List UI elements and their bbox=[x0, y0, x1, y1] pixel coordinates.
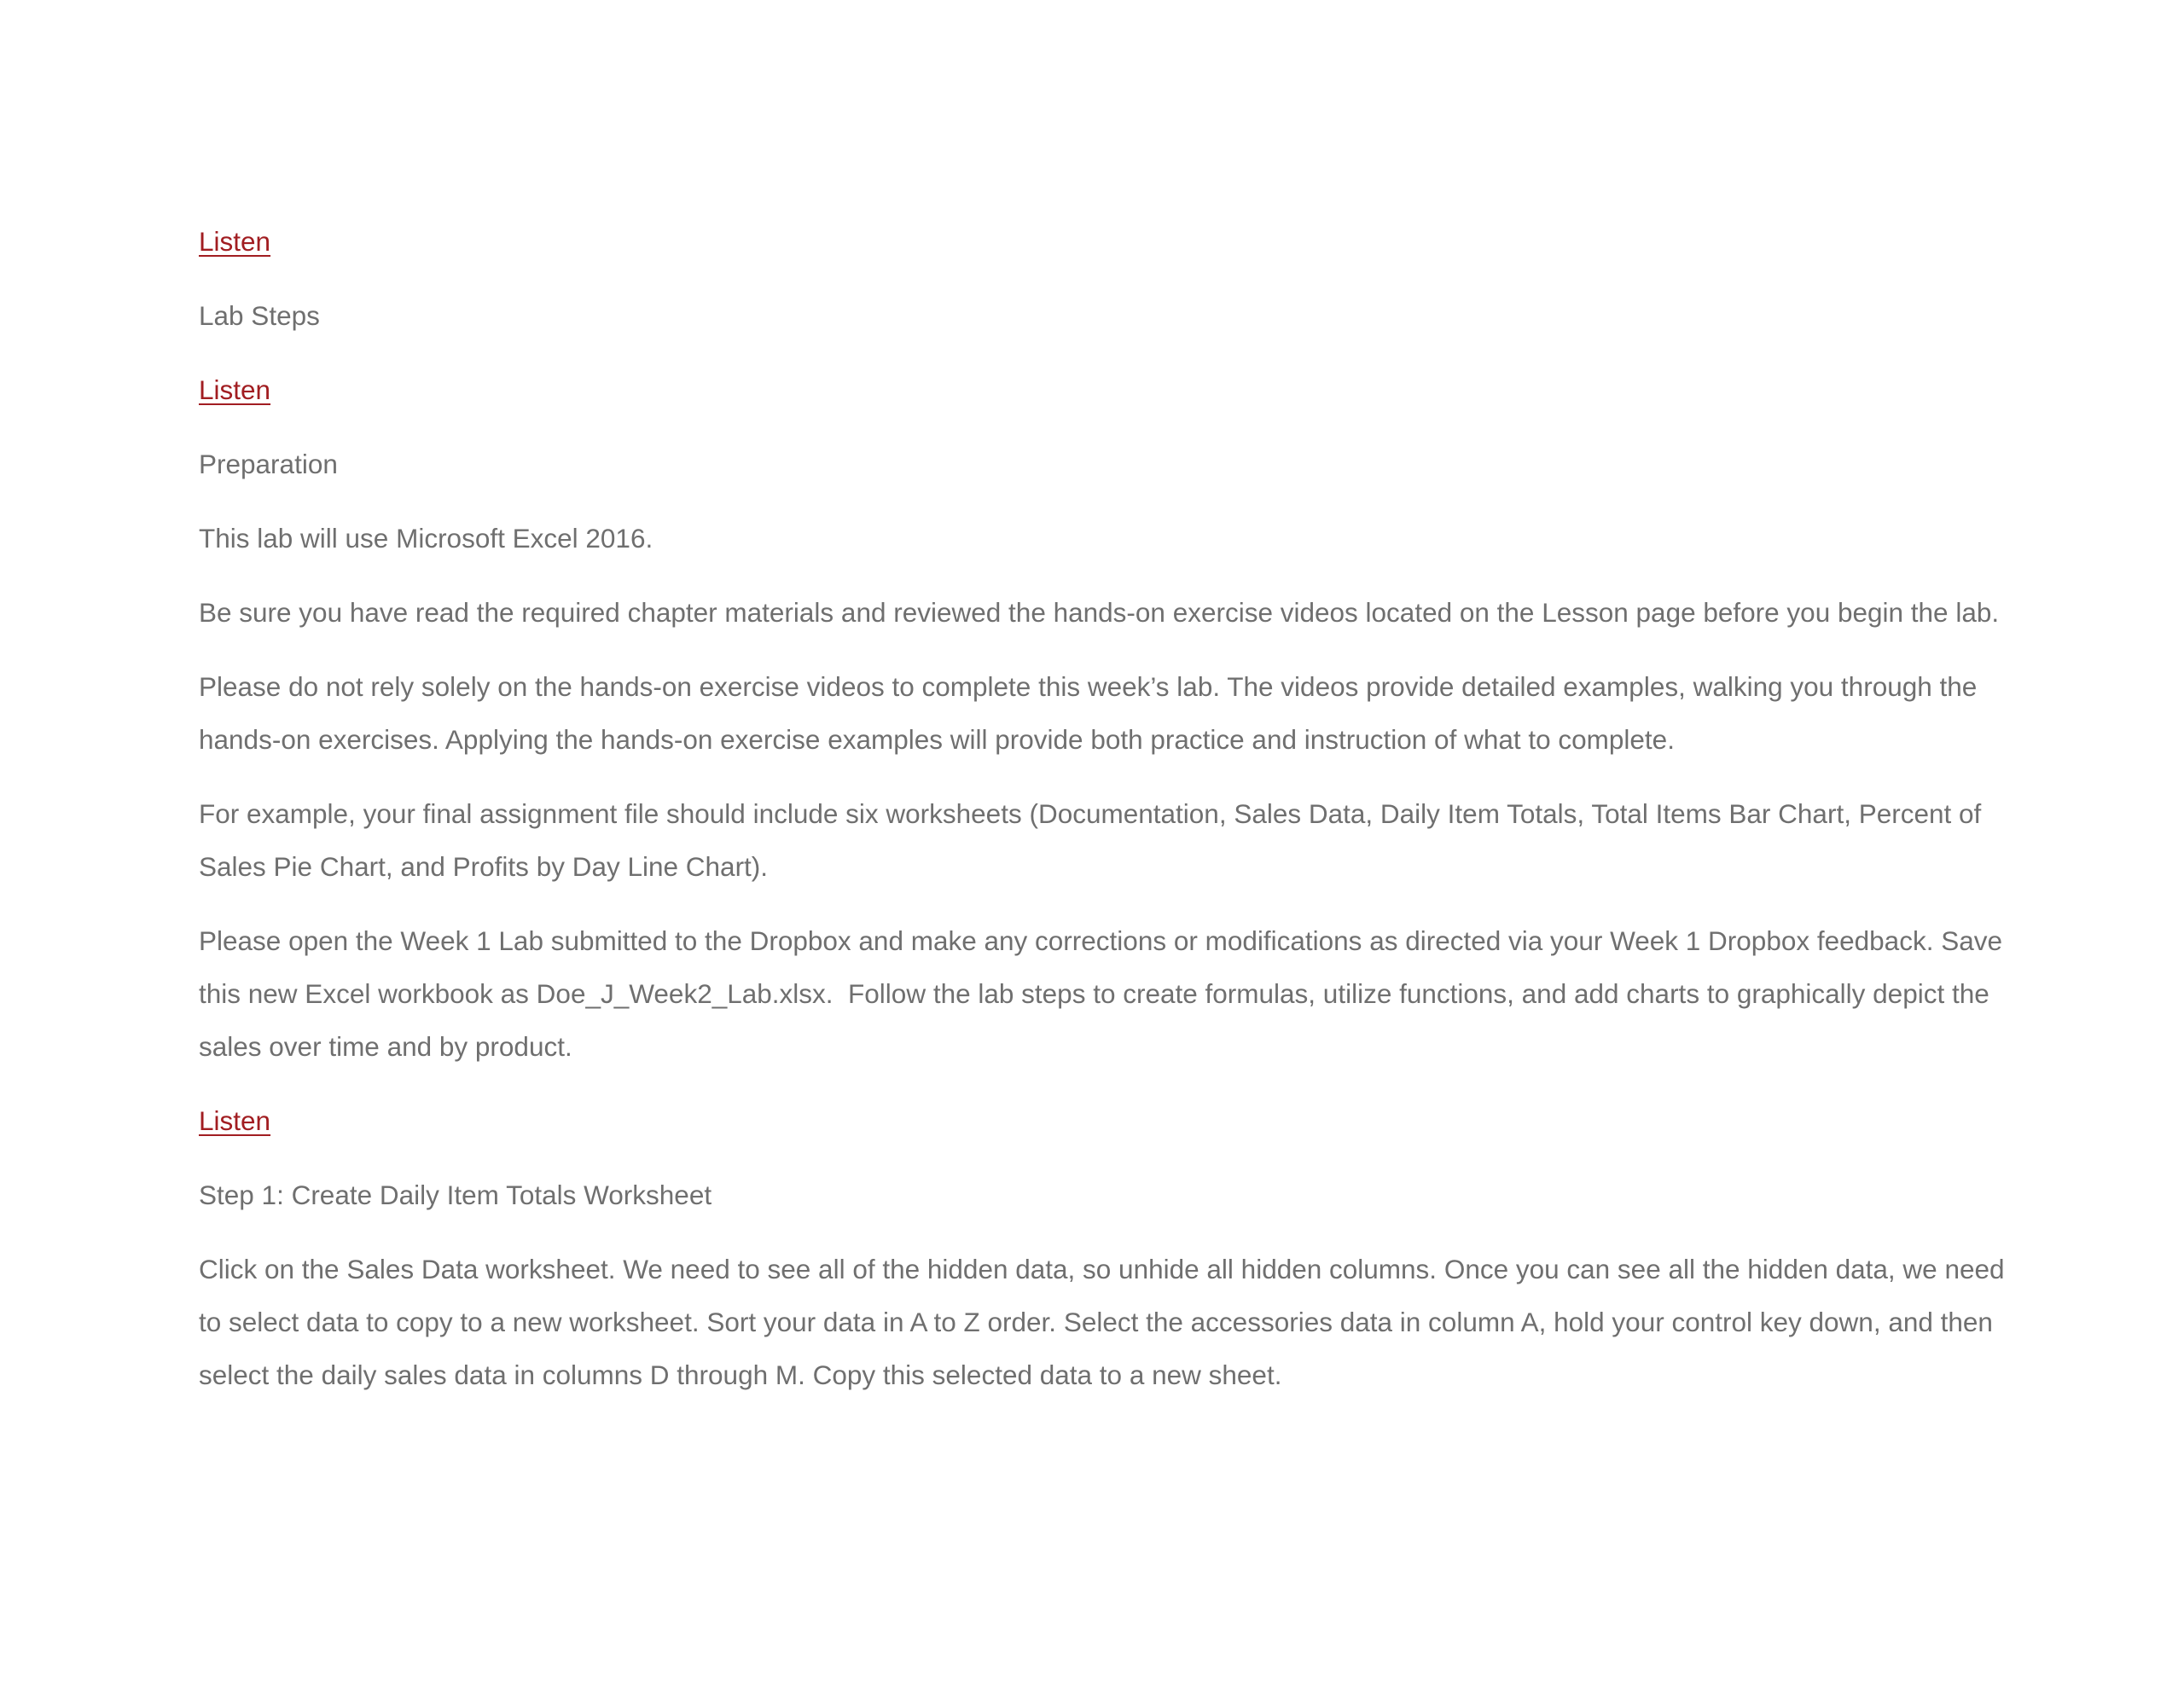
listen-link-1[interactable]: Listen bbox=[199, 226, 271, 257]
do-not-rely-paragraph: Please do not rely solely on the hands-on exercise videos to complete this week’s lab. The videos provide detailed examples, walking you through the hands-on exercises. Applying the hands-on exercise examples will provide both practice and instruction of what to complete. bbox=[199, 671, 1978, 755]
read-materials-paragraph: Be sure you have read the required chapter materials and reviewed the hands-on exercise videos located on the Lesson page before you begin the lab. bbox=[199, 597, 2000, 628]
step1-body-paragraph: Click on the Sales Data worksheet. We need to see all of the hidden data, so unhide all hidden columns. Once you can see all the hidden data, we need to select data to copy to a new worksheet. Sort your data in A to Z order. Select the accessories data in column A, hold your control key down, and then select the daily sales data in columns D through M. Copy this selected data to a new sheet. bbox=[199, 1254, 2005, 1390]
listen-row-2 bbox=[199, 363, 2007, 416]
listen-link-2[interactable]: Listen bbox=[199, 374, 271, 405]
excel-version-paragraph: This lab will use Microsoft Excel 2016. bbox=[199, 523, 653, 554]
example-worksheets-paragraph: For example, your final assignment file should include six worksheets (Documentation, Sales Data, Daily Item Totals, Total Items Bar Chart, Percent of Sales Pie Chart, and Profits by Day Line Chart). bbox=[199, 798, 1982, 882]
listen-row-1 bbox=[199, 215, 2007, 268]
step1-heading: Step 1: Create Daily Item Totals Worksheet bbox=[199, 1180, 712, 1210]
listen-link-3[interactable]: Listen bbox=[199, 1105, 271, 1136]
document-page bbox=[199, 215, 2007, 1423]
listen-row-3 bbox=[199, 1094, 2007, 1147]
open-week1-paragraph: Please open the Week 1 Lab submitted to the Dropbox and make any corrections or modifications as directed via your Week 1 Dropbox feedback. Save this new Excel workbook as Doe_J_Week2_Lab.xlsx. Follow the lab steps to create formulas, utilize functions, and add charts to graphically depict the sales over time and by product. bbox=[199, 925, 2003, 1062]
preparation-heading: Preparation bbox=[199, 449, 338, 479]
lab-steps-heading: Lab Steps bbox=[199, 300, 320, 331]
